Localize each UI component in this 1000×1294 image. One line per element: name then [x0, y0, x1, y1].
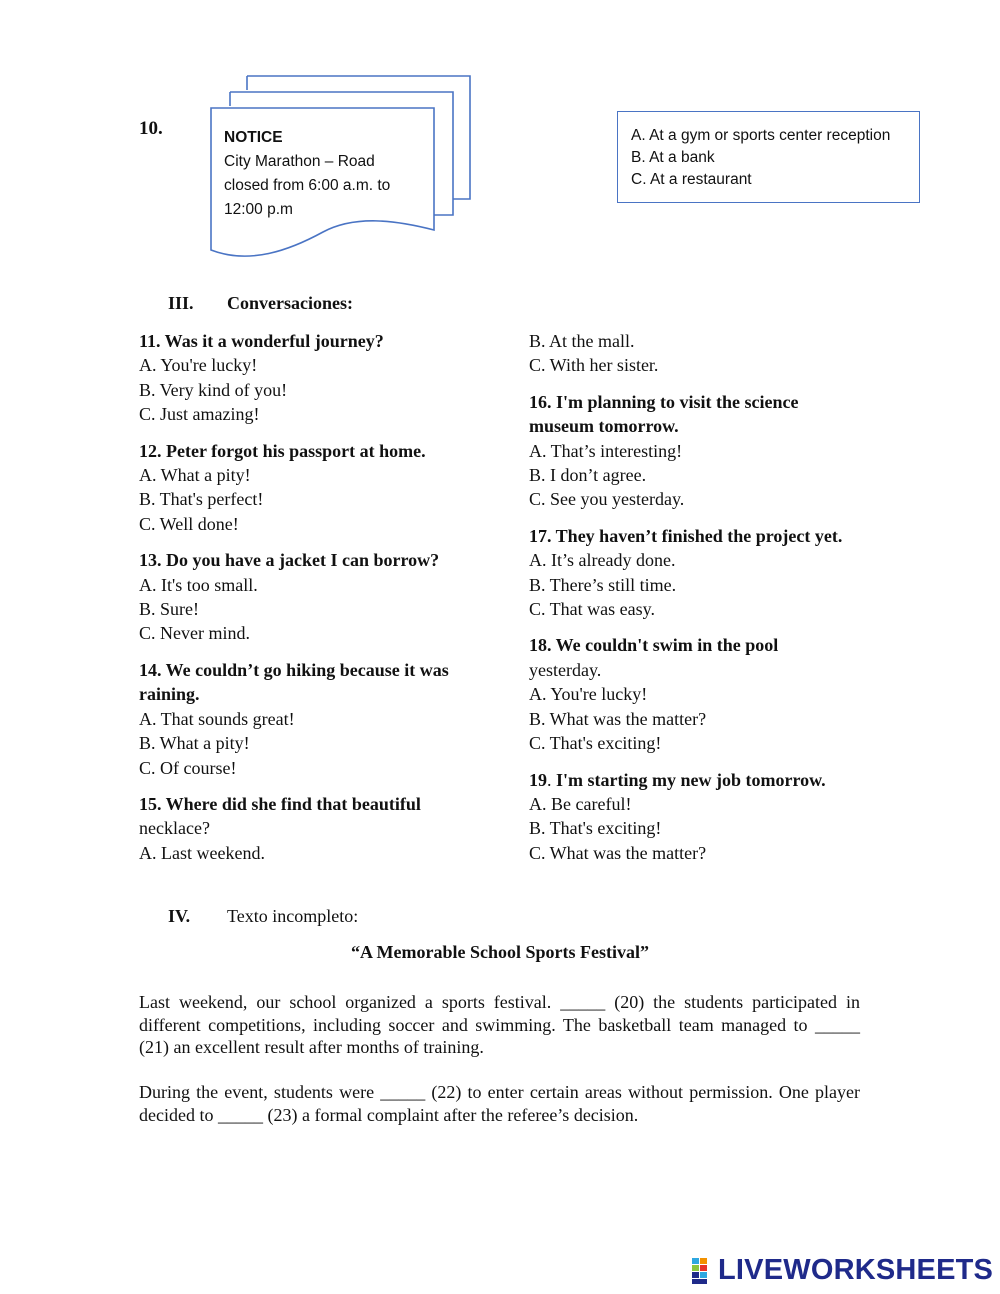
- option-a[interactable]: A. You're lucky!: [139, 355, 258, 376]
- question-number: 19: [529, 769, 547, 790]
- question-11: [139, 329, 479, 427]
- question-text: 14. We couldn’t go hiking because it was raining.: [139, 659, 449, 705]
- option-c[interactable]: C. See you yesterday.: [529, 489, 685, 510]
- left-column: [139, 329, 479, 877]
- section-4-number: IV.: [168, 906, 191, 926]
- option-c[interactable]: C. What was the matter?: [529, 842, 707, 863]
- logo-text: LIVEWORKSHEETS: [718, 1254, 994, 1286]
- section-3-number: III.: [168, 293, 194, 313]
- notice-line: 12:00 p.m: [224, 201, 293, 218]
- option-a[interactable]: A. At a gym or sports center reception: [631, 127, 891, 144]
- option-c[interactable]: C. Never mind.: [139, 623, 250, 644]
- liveworksheets-icon: [692, 1258, 716, 1284]
- question-19: [529, 768, 859, 866]
- section-4-heading: [168, 906, 358, 927]
- option-b[interactable]: B. Sure!: [139, 599, 199, 620]
- option-b[interactable]: B. There’s still time.: [529, 574, 677, 595]
- question-10-number: 10.: [139, 118, 163, 139]
- option-b[interactable]: B. I don’t agree.: [529, 465, 647, 486]
- question-14: [139, 658, 479, 780]
- option-a[interactable]: A. What a pity!: [139, 465, 251, 486]
- notice-content: [224, 126, 424, 222]
- question-text: 18. We couldn't swim in the pool: [529, 635, 779, 656]
- option-b[interactable]: B. What was the matter?: [529, 708, 707, 729]
- question-13: [139, 548, 479, 646]
- paragraph-1: Last weekend, our school organized a sports festival. _____ (20) the students participated in different competitions, including soccer and swimming. The basketball team managed to _____ (21) an excellent result after months of training.: [139, 992, 860, 1058]
- question-10-options-box: [617, 111, 920, 203]
- section-3-heading: [168, 293, 353, 314]
- option-a[interactable]: A. That’s interesting!: [529, 440, 683, 461]
- question-text: 16. I'm planning to visit the science museum tomorrow.: [529, 391, 799, 437]
- question-text: [529, 768, 859, 792]
- option-c[interactable]: C. With her sister.: [529, 355, 659, 376]
- option-a[interactable]: A. That sounds great!: [139, 708, 295, 729]
- section-4-title: Texto incompleto:: [227, 906, 359, 926]
- question-17: [529, 524, 859, 622]
- option-c[interactable]: C. That was easy.: [529, 599, 655, 620]
- question-text-continued: necklace?: [139, 818, 210, 839]
- question-15: [139, 792, 479, 865]
- option-a[interactable]: A. Be careful!: [529, 793, 632, 814]
- option-a[interactable]: A. It’s already done.: [529, 550, 676, 571]
- notice-line: City Marathon – Road: [224, 153, 375, 170]
- question-15-continued: [529, 329, 859, 378]
- question-12: [139, 439, 479, 537]
- notice-line: closed from 6:00 a.m. to: [224, 177, 391, 194]
- option-b[interactable]: B. That's perfect!: [139, 489, 264, 510]
- notice-title: NOTICE: [224, 129, 283, 146]
- option-a[interactable]: A. You're lucky!: [529, 684, 648, 705]
- option-c[interactable]: C. That's exciting!: [529, 733, 662, 754]
- option-c[interactable]: C. Just amazing!: [139, 404, 260, 425]
- option-c[interactable]: C. Of course!: [139, 757, 237, 778]
- question-text: 11. Was it a wonderful journey?: [139, 331, 384, 351]
- option-b[interactable]: B. Very kind of you!: [139, 379, 288, 400]
- option-b[interactable]: B. At the mall.: [529, 331, 635, 351]
- option-b[interactable]: B. What a pity!: [139, 733, 250, 754]
- question-18: [529, 633, 859, 755]
- question-text: 17. They haven’t finished the project yet.: [529, 525, 843, 546]
- question-body: I'm starting my new job tomorrow.: [551, 769, 826, 790]
- question-dot: .: [547, 769, 552, 790]
- question-text: 15. Where did she find that beautiful: [139, 793, 421, 814]
- option-b[interactable]: B. At a bank: [631, 149, 715, 166]
- option-c[interactable]: C. Well done!: [139, 513, 239, 534]
- right-column: [529, 329, 859, 877]
- option-b[interactable]: B. That's exciting!: [529, 818, 662, 839]
- question-text: 12. Peter forgot his passport at home.: [139, 440, 426, 461]
- question-16: [529, 390, 859, 512]
- text-title: “A Memorable School Sports Festival”: [351, 942, 649, 962]
- option-c[interactable]: C. At a restaurant: [631, 171, 752, 188]
- question-text: 13. Do you have a jacket I can borrow?: [139, 550, 440, 571]
- section-3-title: Conversaciones:: [227, 293, 353, 313]
- liveworksheets-logo: [692, 1254, 993, 1287]
- question-text-continued: yesterday.: [529, 659, 602, 680]
- option-a[interactable]: A. Last weekend.: [139, 842, 265, 863]
- option-a[interactable]: A. It's too small.: [139, 574, 258, 595]
- paragraph-2: During the event, students were _____ (22) to enter certain areas without permission. One player decided to _____ (23) a formal complaint after the referee’s decision.: [139, 1082, 860, 1125]
